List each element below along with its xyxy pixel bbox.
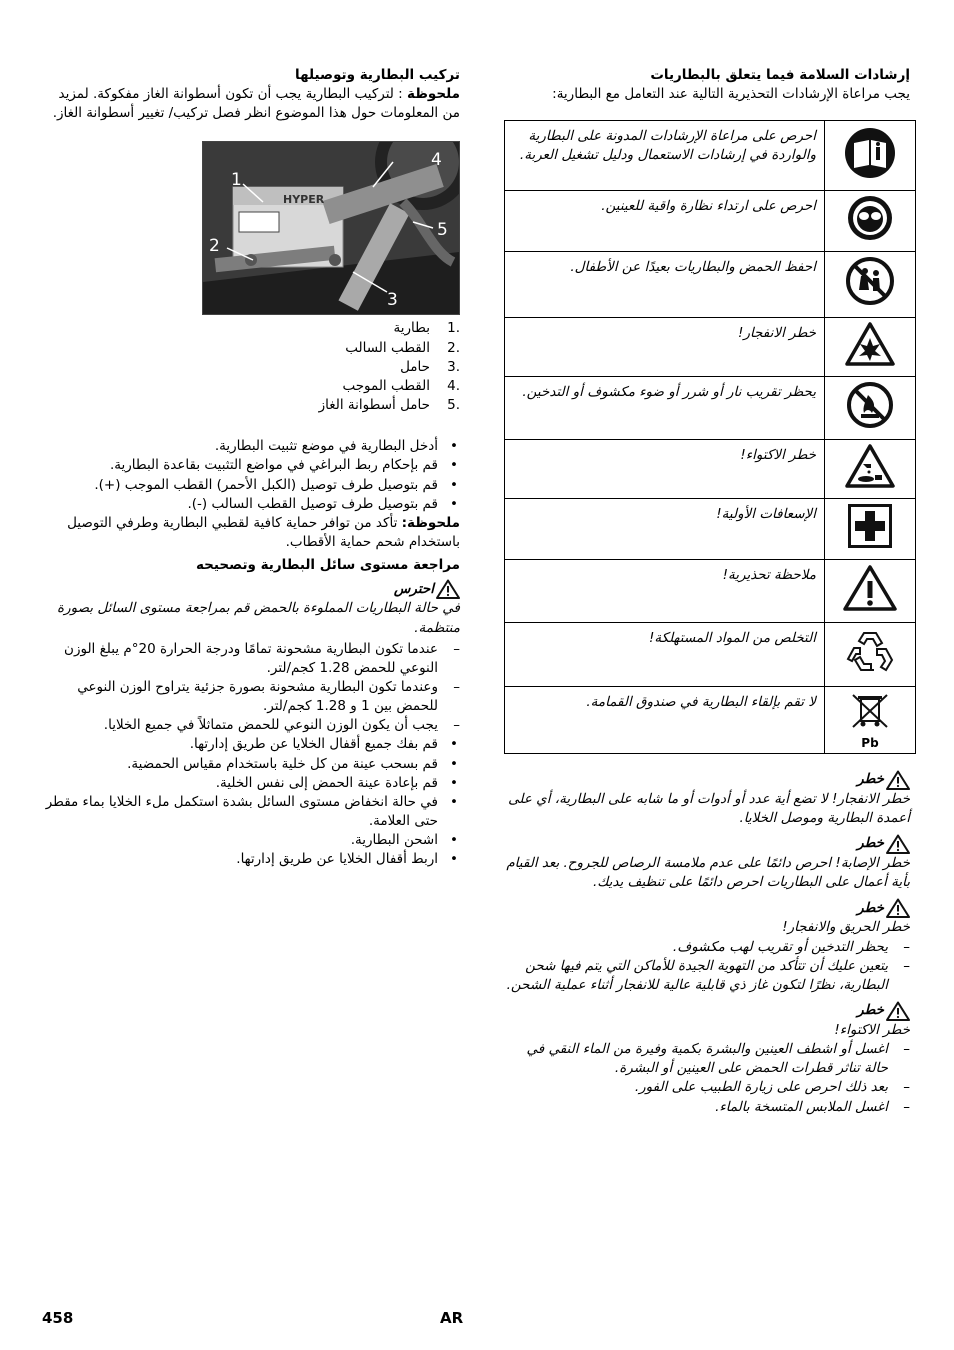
item-text: حامل xyxy=(400,358,430,375)
danger-heading xyxy=(506,770,910,790)
danger-block-3 xyxy=(506,898,910,995)
list-item: – بعد ذلك احرص على زيارة الطبيب على الفور. xyxy=(506,1078,888,1097)
item-number: 2. xyxy=(447,339,460,356)
table-row xyxy=(505,499,916,560)
terminal-note xyxy=(44,514,460,552)
table-row xyxy=(505,623,916,686)
table-row xyxy=(505,252,916,317)
photo-callout: 2 xyxy=(209,236,220,257)
list-item: • اربط أقفال الخلايا عن طريق إدارتها. xyxy=(44,850,438,869)
language-code: AR xyxy=(440,1309,464,1327)
caution-heading xyxy=(44,579,460,599)
warning-triangle-icon xyxy=(886,834,910,854)
safety-text: احرص على ارتداء نظارة واقية للعينين. xyxy=(505,191,825,252)
goggles-icon xyxy=(825,191,916,252)
list-item: – اغسل أو اشطف العينين والبشرة بكمية وفيرة من الماء النقي في حالة تناثر قطرات الحمض على العينين أو البشرة. xyxy=(506,1040,888,1078)
item-text: بطارية xyxy=(393,320,430,337)
danger-label: خطر xyxy=(857,899,884,916)
list-item: • قم بإحكام ربط البراغي في مواضع التثبيت بقاعدة البطارية. xyxy=(44,456,438,475)
caution-icon xyxy=(825,560,916,623)
danger-text: خطر الحريق والانفجار! xyxy=(782,919,910,936)
danger-heading xyxy=(506,834,910,854)
list-item xyxy=(44,339,460,358)
item-text: حامل أسطوانة الغاز xyxy=(318,397,430,414)
install-note xyxy=(44,85,460,123)
warning-triangle-icon xyxy=(886,1001,910,1021)
list-item: • أدخل البطارية في موضع تثبيت البطارية. xyxy=(44,437,438,456)
safety-text: ملاحظة تحذيرية! xyxy=(505,560,825,623)
danger-block-1 xyxy=(506,770,910,828)
danger-heading xyxy=(506,898,910,918)
list-item xyxy=(44,377,460,396)
danger-heading xyxy=(506,1001,910,1021)
safety-text: خطر الانفجار! xyxy=(505,317,825,376)
safety-text: احفظ الحمض والبطاريات بعيدًا عن الأطفال. xyxy=(505,252,825,317)
list-item: • قم بسحب عينة من كل خلية باستخدام مقياس الحمضية. xyxy=(44,755,438,774)
safety-column xyxy=(506,66,910,1117)
no-fire-icon xyxy=(825,376,916,439)
safety-text: التخلص من المواد المستهلكة! xyxy=(505,623,825,686)
pb-label: Pb xyxy=(861,735,879,750)
danger-text: خطر الاكتواء! xyxy=(834,1021,910,1038)
safety-table xyxy=(504,120,916,753)
battery-photo xyxy=(202,141,460,315)
note-text: : لتركيب البطارية يجب أن تكون أسطوانة الغاز مفكوكة. لمزيد من المعلومات حول هذا الموضوع انظر فصل تركيب/ تغيير أسطوانة الغاز. xyxy=(52,86,460,122)
install-steps xyxy=(44,437,460,514)
warning-triangle-icon xyxy=(436,579,460,599)
item-number: 5. xyxy=(447,397,460,414)
item-number: 4. xyxy=(447,377,460,394)
corrosion-icon xyxy=(825,439,916,498)
table-row xyxy=(505,686,916,753)
page-number: 458 xyxy=(42,1309,74,1327)
parts-list xyxy=(44,319,460,415)
list-item: – اغسل الملابس المتسخة بالماء. xyxy=(506,1098,888,1117)
list-item: – يحظر التدخين أو تقريب لهب مكشوف. xyxy=(506,938,888,957)
danger-list xyxy=(506,1040,910,1117)
safety-text: لا تقم بإلقاء البطارية في صندوق القمامة. xyxy=(505,686,825,753)
safety-intro: يجب مراعاة الإرشادات التحذيرية التالية عند التعامل مع البطارية: xyxy=(552,86,910,103)
table-row xyxy=(505,121,916,191)
list-item: – يتعين عليك أن تتأكد من التهوية الجيدة للأماكن التي يتم فيها شحن البطارية، نظرًا لتكون غاز ذي قابلية عالية للانفجار أثناء عملية الشحن. xyxy=(506,957,888,995)
warning-triangle-icon xyxy=(886,770,910,790)
item-number: 1. xyxy=(447,320,460,337)
table-row xyxy=(505,560,916,623)
explosion-icon xyxy=(825,317,916,376)
danger-list xyxy=(506,938,910,995)
item-text: القطب الموجب xyxy=(342,377,430,394)
list-item: • في حالة انخفاض مستوى السائل بشدة استكمل ملء الخلايا بماء مقطر حتى العلامة. xyxy=(44,793,438,831)
danger-text: خطر الإصابة! احرص دائمًا على عدم ملامسة الرصاص للجروح. بعد القيام بأية أعمال على البطاريات احرص دائمًا على تنظيف يديك. xyxy=(506,855,910,891)
table-row xyxy=(505,191,916,252)
list-item xyxy=(44,396,460,415)
item-text: القطب السالب xyxy=(345,339,430,356)
no-children-icon xyxy=(825,252,916,317)
list-item xyxy=(44,319,460,338)
danger-label: خطر xyxy=(857,1002,884,1019)
no-trash-pb-icon xyxy=(825,686,916,753)
danger-block-4 xyxy=(506,1001,910,1117)
photo-callout: 5 xyxy=(437,220,448,241)
note-label: ملحوظة: xyxy=(401,514,460,531)
photo-callout: 4 xyxy=(431,150,442,171)
safety-text: خطر الاكتواء! xyxy=(505,439,825,498)
photo-callout: 1 xyxy=(231,170,242,191)
battery-brand-label: HYPER xyxy=(283,193,325,207)
install-title: تركيب البطارية وتوصيلها xyxy=(295,67,460,83)
list-item: • قم بتوصيل طرف توصيل القطب السالب (-). xyxy=(44,495,438,514)
danger-block-2 xyxy=(506,834,910,892)
table-row xyxy=(505,317,916,376)
safety-text: احرص على مراعاة الإرشادات المدونة على البطارية والواردة في إرشادات الاستعمال ودليل تشغيل العربة. xyxy=(505,121,825,191)
recycle-icon xyxy=(825,623,916,686)
caution-label: احترس xyxy=(393,580,434,597)
safety-title: إرشادات السلامة فيما يتعلق بالبطاريات xyxy=(650,67,910,83)
list-item: • قم بإعادة عينة الحمض إلى نفس الخلية. xyxy=(44,774,438,793)
item-number: 3. xyxy=(447,358,460,375)
check-steps xyxy=(44,735,460,869)
danger-label: خطر xyxy=(857,835,884,852)
gravity-list xyxy=(44,640,460,736)
table-row xyxy=(505,439,916,498)
photo-callout: 3 xyxy=(387,290,398,311)
list-item: • قم بتوصيل طرف توصيل (الكبل الأحمر) القطب الموجب (+). xyxy=(44,476,438,495)
list-item: – يجب أن يكون الوزن النوعي للحمض متماثلاً في جميع الخلايا. xyxy=(44,716,438,735)
first-aid-icon xyxy=(825,499,916,560)
safety-text: يحظر تقريب نار أو شرر أو ضوء مكشوف أو التدخين. xyxy=(505,376,825,439)
installation-column xyxy=(44,66,460,870)
list-item: • اشحن البطارية. xyxy=(44,831,438,850)
list-item xyxy=(44,358,460,377)
list-item: – عندما تكون البطارية مشحونة تمامًا ودرجة الحرارة 20°م يبلغ الوزن النوعي للحمض 1.28 كجم/لتر. xyxy=(44,640,438,678)
info-book-icon xyxy=(825,121,916,191)
caution-text: في حالة البطاريات المملوءة بالحمض قم بمراجعة مستوى السائل بصورة منتظمة. xyxy=(57,600,460,636)
note-label: ملحوظة xyxy=(407,86,460,103)
safety-text: الإسعافات الأولية! xyxy=(505,499,825,560)
danger-label: خطر xyxy=(857,771,884,788)
list-item: • قم بفك جميع أقفال الخلايا عن طريق إدارتها. xyxy=(44,735,438,754)
table-row xyxy=(505,376,916,439)
check-title: مراجعة مستوى سائل البطارية وتصحيحه xyxy=(195,557,460,574)
danger-text: خطر الانفجار! لا تضع أية عدد أو أدوات أو ما شابه على البطارية، أي على أعمدة البطارية وموصل الخلايا. xyxy=(508,790,910,826)
warning-triangle-icon xyxy=(886,898,910,918)
note-text: تأكد من توافر حماية كافية لقطبي البطارية وطرفي التوصيل باستخدام شحم حماية الأقطاب. xyxy=(67,514,460,551)
list-item: – وعندما تكون البطارية مشحونة بصورة جزئية يتراوح الوزن النوعي للحمض بين 1 و 1.28 كجم/لتر. xyxy=(44,678,438,716)
